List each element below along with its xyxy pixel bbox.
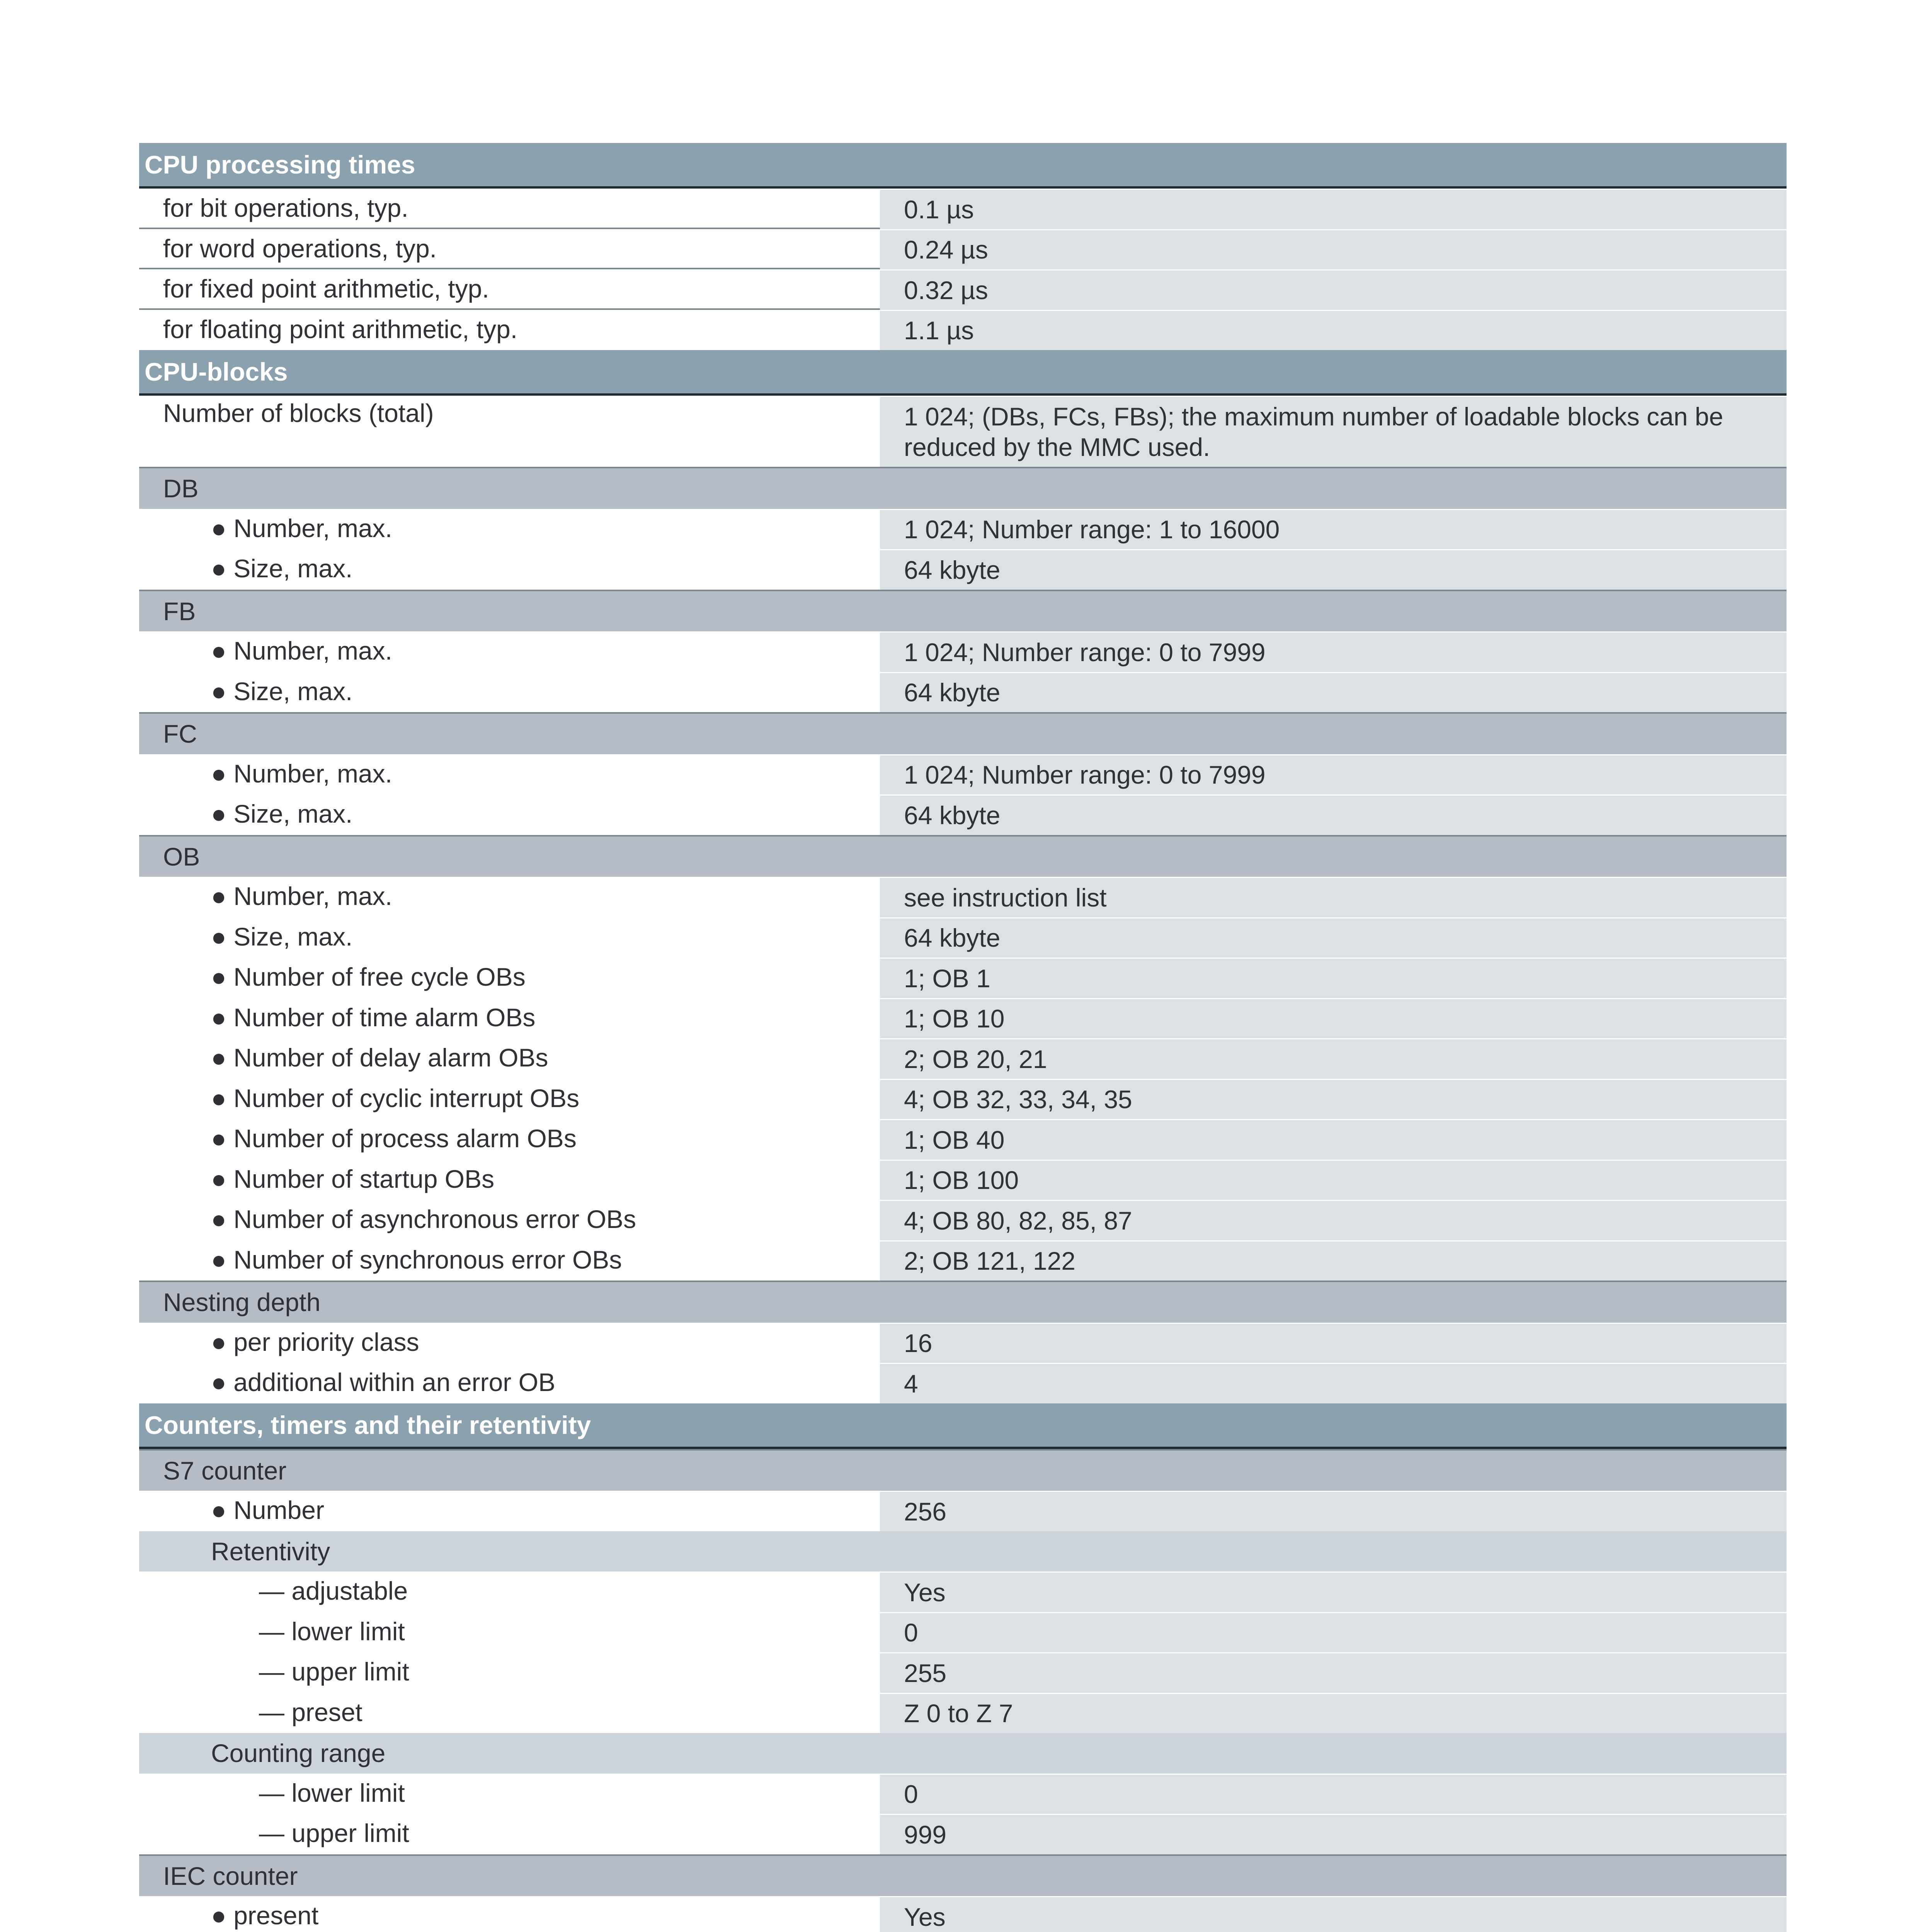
spec-row xyxy=(139,631,1787,672)
group-header xyxy=(139,1733,1787,1774)
spec-value: Yes xyxy=(880,1571,1787,1612)
spec-value: 1; OB 1 xyxy=(880,957,1787,998)
spec-row xyxy=(139,1491,1787,1531)
group-header xyxy=(139,835,1787,877)
spec-row xyxy=(139,1160,1787,1200)
spec-value: Z 0 to Z 7 xyxy=(880,1693,1787,1733)
header-label: FC xyxy=(163,719,197,748)
spec-label: — lower limit xyxy=(139,1612,880,1653)
spec-row xyxy=(139,1363,1787,1403)
header-label: Counting range xyxy=(211,1739,386,1768)
spec-row xyxy=(139,189,1787,229)
group-header xyxy=(139,1449,1787,1491)
spec-row xyxy=(139,310,1787,350)
group-header xyxy=(139,1281,1787,1323)
spec-row xyxy=(139,794,1787,835)
header-label: IEC counter xyxy=(163,1861,298,1890)
header-label: DB xyxy=(163,474,199,503)
spec-label: ● Number of delay alarm OBs xyxy=(139,1038,880,1079)
spec-row xyxy=(139,549,1787,590)
spec-label: ● Number, max. xyxy=(139,754,880,795)
spec-value: 1; OB 10 xyxy=(880,998,1787,1039)
spec-value: 1 024; Number range: 0 to 7999 xyxy=(880,631,1787,672)
spec-value: see instruction list xyxy=(880,877,1787,917)
spec-table xyxy=(139,143,1787,1932)
spec-value: 64 kbyte xyxy=(880,794,1787,835)
spec-label: Number of blocks (total) xyxy=(139,396,880,467)
spec-row xyxy=(139,1323,1787,1363)
spec-value: 4; OB 32, 33, 34, 35 xyxy=(880,1079,1787,1119)
spec-label: — adjustable xyxy=(139,1571,880,1612)
spec-label: ● Number of startup OBs xyxy=(139,1160,880,1200)
spec-value: 64 kbyte xyxy=(880,549,1787,590)
spec-label: ● Size, max. xyxy=(139,917,880,958)
spec-row xyxy=(139,1814,1787,1854)
section-header xyxy=(139,1403,1787,1449)
header-label: CPU-blocks xyxy=(145,357,288,386)
spec-label: — upper limit xyxy=(139,1652,880,1693)
spec-value: 1 024; Number range: 1 to 16000 xyxy=(880,509,1787,549)
spec-value: 1; OB 100 xyxy=(880,1160,1787,1200)
spec-label: ● Number, max. xyxy=(139,877,880,917)
spec-row xyxy=(139,509,1787,549)
spec-label: ● Number xyxy=(139,1491,880,1531)
spec-value: 256 xyxy=(880,1491,1787,1531)
spec-label: ● Number of synchronous error OBs xyxy=(139,1240,880,1281)
spec-label: ● Number of free cycle OBs xyxy=(139,957,880,998)
spec-label: ● Size, max. xyxy=(139,794,880,835)
spec-label: ● Number of process alarm OBs xyxy=(139,1119,880,1160)
group-header xyxy=(139,590,1787,632)
header-label: Retentivity xyxy=(211,1537,330,1566)
spec-row xyxy=(139,1693,1787,1733)
header-label: CPU processing times xyxy=(145,150,415,179)
spec-label: for word operations, typ. xyxy=(139,229,880,270)
spec-value: 4; OB 80, 82, 85, 87 xyxy=(880,1200,1787,1240)
spec-value: 255 xyxy=(880,1652,1787,1693)
spec-value: 0.32 µs xyxy=(880,269,1787,310)
spec-label: ● present xyxy=(139,1896,880,1932)
spec-label: ● Number of cyclic interrupt OBs xyxy=(139,1079,880,1119)
spec-row xyxy=(139,1896,1787,1932)
spec-row xyxy=(139,754,1787,795)
spec-row xyxy=(139,1119,1787,1160)
spec-value: 0.1 µs xyxy=(880,189,1787,229)
spec-value: 1; OB 40 xyxy=(880,1119,1787,1160)
group-header xyxy=(139,467,1787,509)
header-label: FB xyxy=(163,597,196,626)
spec-label: — lower limit xyxy=(139,1774,880,1814)
spec-value: 0 xyxy=(880,1612,1787,1653)
spec-row xyxy=(139,1038,1787,1079)
header-label: OB xyxy=(163,842,200,871)
spec-row xyxy=(139,917,1787,958)
spec-label: for bit operations, typ. xyxy=(139,189,880,229)
spec-row xyxy=(139,396,1787,467)
spec-row xyxy=(139,877,1787,917)
spec-label: ● Number of time alarm OBs xyxy=(139,998,880,1039)
spec-label: ● per priority class xyxy=(139,1323,880,1363)
spec-label: ● Number, max. xyxy=(139,631,880,672)
spec-value: 64 kbyte xyxy=(880,672,1787,713)
spec-value: 1 024; (DBs, FCs, FBs); the maximum number of loadable blocks can be reduced by the MMC used. xyxy=(880,396,1787,467)
spec-value: 0 xyxy=(880,1774,1787,1814)
spec-value: 0.24 µs xyxy=(880,229,1787,270)
spec-value: 999 xyxy=(880,1814,1787,1854)
header-label: Counters, timers and their retentivity xyxy=(145,1410,591,1439)
spec-label: — preset xyxy=(139,1693,880,1733)
spec-value: 1.1 µs xyxy=(880,310,1787,350)
spec-value: 16 xyxy=(880,1323,1787,1363)
spec-row xyxy=(139,998,1787,1039)
header-label: S7 counter xyxy=(163,1456,287,1485)
spec-label: for fixed point arithmetic, typ. xyxy=(139,269,880,310)
section-header xyxy=(139,350,1787,396)
spec-value: Yes xyxy=(880,1896,1787,1932)
spec-value: 2; OB 121, 122 xyxy=(880,1240,1787,1281)
group-header xyxy=(139,1531,1787,1572)
spec-row xyxy=(139,1200,1787,1240)
spec-value: 1 024; Number range: 0 to 7999 xyxy=(880,754,1787,795)
spec-row xyxy=(139,1571,1787,1612)
spec-row xyxy=(139,1774,1787,1814)
spec-row xyxy=(139,1652,1787,1693)
spec-label: — upper limit xyxy=(139,1814,880,1854)
group-header xyxy=(139,1854,1787,1896)
spec-row xyxy=(139,269,1787,310)
spec-row xyxy=(139,1612,1787,1653)
spec-row xyxy=(139,672,1787,713)
spec-value: 4 xyxy=(880,1363,1787,1403)
spec-row xyxy=(139,1240,1787,1281)
header-label: Nesting depth xyxy=(163,1288,321,1317)
spec-label: ● Size, max. xyxy=(139,549,880,590)
spec-row xyxy=(139,957,1787,998)
spec-label: ● additional within an error OB xyxy=(139,1363,880,1403)
group-header xyxy=(139,712,1787,754)
spec-label: ● Number of asynchronous error OBs xyxy=(139,1200,880,1240)
spec-value: 64 kbyte xyxy=(880,917,1787,958)
spec-row xyxy=(139,1079,1787,1119)
spec-label: ● Number, max. xyxy=(139,509,880,549)
spec-label: for floating point arithmetic, typ. xyxy=(139,310,880,350)
spec-label: ● Size, max. xyxy=(139,672,880,713)
spec-row xyxy=(139,229,1787,270)
spec-value: 2; OB 20, 21 xyxy=(880,1038,1787,1079)
section-header xyxy=(139,143,1787,189)
